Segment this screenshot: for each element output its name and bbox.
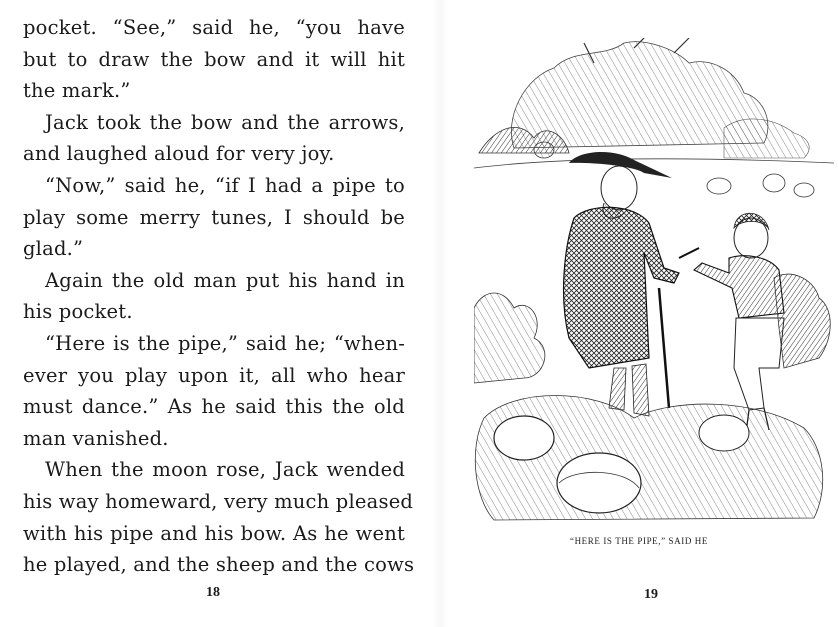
old-man-figure [564, 152, 699, 416]
text-line: and laughed aloud for very joy. [23, 142, 335, 166]
left-page-text [23, 12, 415, 581]
text-line: “Here is the pipe,” said he; “when- [45, 331, 405, 355]
boy-figure [694, 213, 784, 433]
page-number-right: 19 [644, 587, 658, 602]
text-line: his pocket. [23, 300, 133, 324]
text-line: must dance.” As he said this the old [23, 395, 405, 419]
text-line: the mark.” [23, 79, 131, 103]
text-line: glad.” [23, 237, 84, 261]
text-line: but to draw the bow and it will hit [23, 47, 405, 71]
text-line: “Now,” said he, “if I had a pipe to [45, 173, 405, 197]
illustration-caption: “HERE IS THE PIPE,” SAID HE [569, 536, 709, 546]
text-line: Jack took the bow and the arrows, [45, 110, 405, 134]
illustration-old-man-and-boy [474, 38, 834, 533]
text-line: man vanished. [23, 426, 169, 450]
text-line: he played, and the sheep and the cows [23, 553, 415, 577]
text-line: with his pipe and his bow. As he went [23, 521, 405, 545]
right-page [440, 0, 838, 627]
background-trees [479, 38, 809, 158]
text-line: Again the old man put his hand in [45, 268, 405, 292]
text-line: When the moon rose, Jack wended [45, 458, 405, 482]
text-line: play some merry tunes, I should be [23, 205, 405, 229]
text-line: pocket. “See,” said he, “you have [23, 16, 405, 39]
text-line: his way homeward, very much pleased [23, 489, 414, 513]
page-number-left: 18 [206, 585, 220, 600]
text-line: ever you play upon it, all who hear [23, 363, 405, 387]
